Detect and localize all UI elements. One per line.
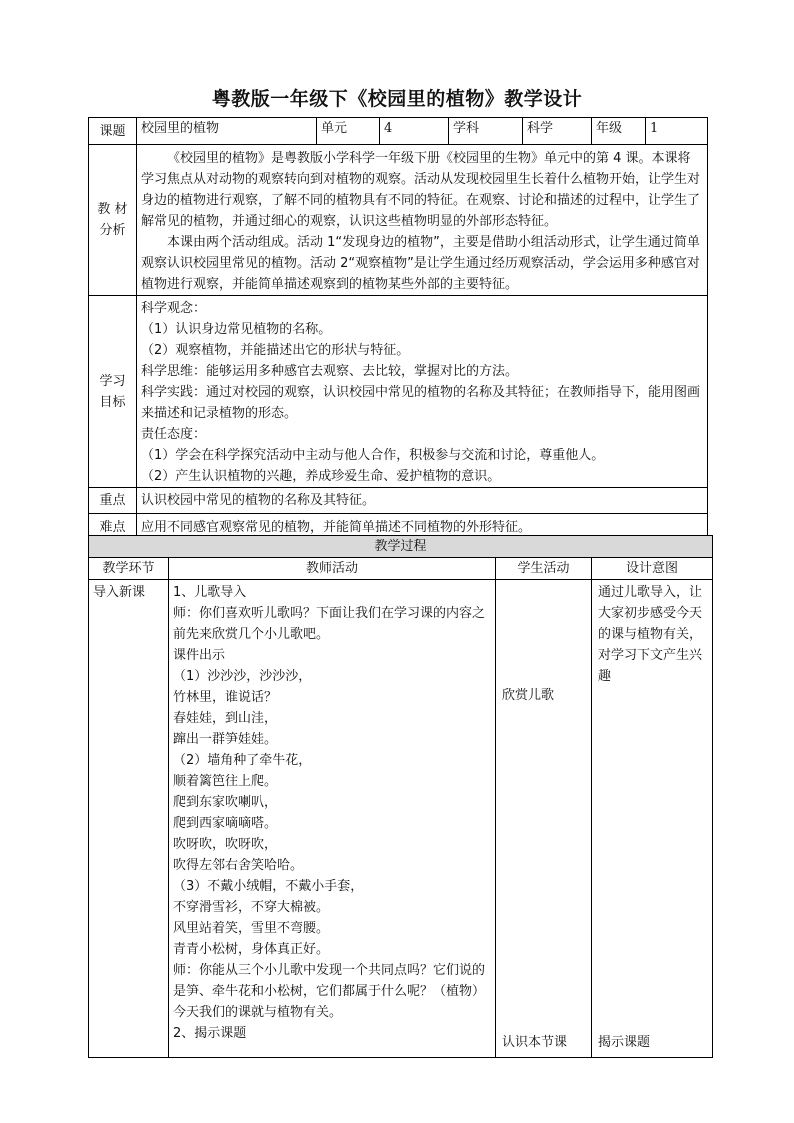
teacher-line: 1、儿歌导入 bbox=[173, 585, 247, 600]
teacher-line: 吹得左邻右舍笑哈哈。 bbox=[173, 858, 304, 873]
teacher-line: 爬到西家嘀嘀嗒。 bbox=[173, 816, 278, 831]
process-band-title: 教学过程 bbox=[89, 536, 713, 558]
difficulty-text: 应用不同感官观察常见的植物，并能简单描述不同植物的外形特征。 bbox=[137, 514, 708, 542]
analysis-paragraph: 本课由两个活动组成。活动 1“发现身边的植物”，主要是借助小组活动形式，让学生通过简单观察认识校园里常见的植物。活动 2“观察植物”是让学生通过经历观察活动，学会运用多种感官对植物进行观察，并能简单描述观察到的植物某些外部的主要特征。 bbox=[141, 235, 700, 292]
teacher-line: 蹿出一群笋娃娃。 bbox=[173, 732, 278, 747]
teacher-line: 2、揭示课题 bbox=[173, 1026, 247, 1041]
document-title: 粤教版一年级下《校园里的植物》教学设计 bbox=[211, 88, 583, 110]
teacher-line: 竹林里，谁说话？ bbox=[173, 690, 278, 705]
key-point-label: 重点 bbox=[89, 488, 137, 514]
difficulty-label: 难点 bbox=[89, 514, 137, 542]
objective-line: 科学实践：通过对校园的观察，认识校园中常见的植物的名称及其特征；在教师指导下，能用图画来描述和记录植物的形态。 bbox=[141, 385, 701, 421]
phase-cell: 导入新课 bbox=[89, 580, 169, 1058]
teacher-line: 风里站着笑，雪里不弯腰。 bbox=[173, 921, 330, 936]
analysis-content bbox=[137, 145, 708, 296]
objectives-label: 学习 目标 bbox=[89, 296, 137, 488]
student-activity-2: 认识本节课 bbox=[502, 1035, 568, 1050]
analysis-label: 教 材 分析 bbox=[89, 145, 137, 296]
key-point-row bbox=[89, 488, 708, 514]
analysis-paragraph: 《校园里的植物》是粤教版小学科学一年级下册《校园里的生物》单元中的第 4 课。本课将学习焦点从对动物的观察转向到对植物的观察。活动从发现校园里生长着什么植物开始，让学生对身边的植物进行观察，了解不同的植物具有不同的特征。在观察、讨论和描述的过程中，让学生了解常见的植物，并通过细心的观察，认识这些植物明显的外部形态特征。 bbox=[141, 151, 701, 229]
teacher-line: （2）墙角种了牵牛花， bbox=[173, 753, 312, 768]
design-intent-1: 通过儿歌导入，让大家初步感受今天的课与植物有关，对学习下文产生兴趣 bbox=[598, 585, 703, 684]
teacher-line: 爬到东家吹喇叭， bbox=[173, 795, 278, 810]
process-header-row bbox=[89, 558, 713, 580]
teacher-line: 不穿滑雪衫，不穿大棉被。 bbox=[173, 900, 330, 915]
info-row bbox=[89, 118, 708, 145]
student-activity-cell bbox=[496, 580, 592, 1058]
topic-label: 课题 bbox=[89, 118, 137, 145]
objectives-content bbox=[137, 296, 708, 488]
header-teacher-activity: 教师活动 bbox=[169, 558, 496, 580]
design-intent-cell bbox=[592, 580, 713, 1058]
lesson-info-table bbox=[88, 117, 708, 542]
objective-line: （2）产生认识植物的兴趣，养成珍爱生命、爱护植物的意识。 bbox=[141, 469, 501, 484]
teacher-line: 师：你能从三个小儿歌中发现一个共同点吗？它们说的是笋、牵牛花和小松树，它们都属于什么呢？（植物） bbox=[173, 963, 486, 999]
teacher-line: （1）沙沙沙，沙沙沙， bbox=[173, 669, 312, 684]
objective-line: （2）观察植物，并能描述出它的形状与特征。 bbox=[141, 343, 410, 358]
subject-value: 科学 bbox=[523, 118, 592, 145]
objectives-row bbox=[89, 296, 708, 488]
objective-line: （1）认识身边常见植物的名称。 bbox=[141, 322, 332, 337]
subject-label: 学科 bbox=[449, 118, 523, 145]
teacher-line: 青青小松树，身体真正好。 bbox=[173, 942, 330, 957]
objective-line: 责任态度： bbox=[141, 427, 207, 442]
objective-line: 科学思维：能够运用多种感官去观察、去比较，掌握对比的方法。 bbox=[141, 364, 519, 379]
header-design-intent: 设计意图 bbox=[592, 558, 713, 580]
design-intent-2: 揭示课题 bbox=[598, 1035, 651, 1050]
header-phase: 教学环节 bbox=[89, 558, 169, 580]
student-activity-1: 欣赏儿歌 bbox=[502, 688, 555, 703]
header-student-activity: 学生活动 bbox=[496, 558, 592, 580]
analysis-row bbox=[89, 145, 708, 296]
teacher-line: 师：你们喜欢听儿歌吗？下面让我们在学习课的内容之前先来欣赏几个小儿歌吧。 bbox=[173, 606, 486, 642]
objective-line: （1）学会在科学探究活动中主动与他人合作，积极参与交流和讨论，尊重他人。 bbox=[141, 448, 605, 463]
teacher-line: 春娃娃，到山洼， bbox=[173, 711, 278, 726]
objective-line: 科学观念： bbox=[141, 301, 207, 316]
process-band-row bbox=[89, 536, 713, 558]
key-point-text: 认识校园中常见的植物的名称及其特征。 bbox=[137, 488, 708, 514]
unit-value: 4 bbox=[380, 118, 449, 145]
grade-value: 1 bbox=[646, 118, 708, 145]
teacher-line: 课件出示 bbox=[173, 648, 226, 663]
teacher-line: （3）不戴小绒帽，不戴小手套， bbox=[173, 879, 364, 894]
teacher-line: 吹呀吹，吹呀吹， bbox=[173, 837, 278, 852]
teacher-line: 今天我们的课就与植物有关。 bbox=[173, 1005, 343, 1020]
topic-value: 校园里的植物 bbox=[137, 118, 317, 145]
teacher-line: 顺着篱笆往上爬。 bbox=[173, 774, 278, 789]
teacher-activity-cell bbox=[169, 580, 496, 1058]
teaching-process-table bbox=[88, 535, 713, 1058]
unit-label: 单元 bbox=[317, 118, 380, 145]
grade-label: 年级 bbox=[592, 118, 646, 145]
process-row bbox=[89, 580, 713, 1058]
